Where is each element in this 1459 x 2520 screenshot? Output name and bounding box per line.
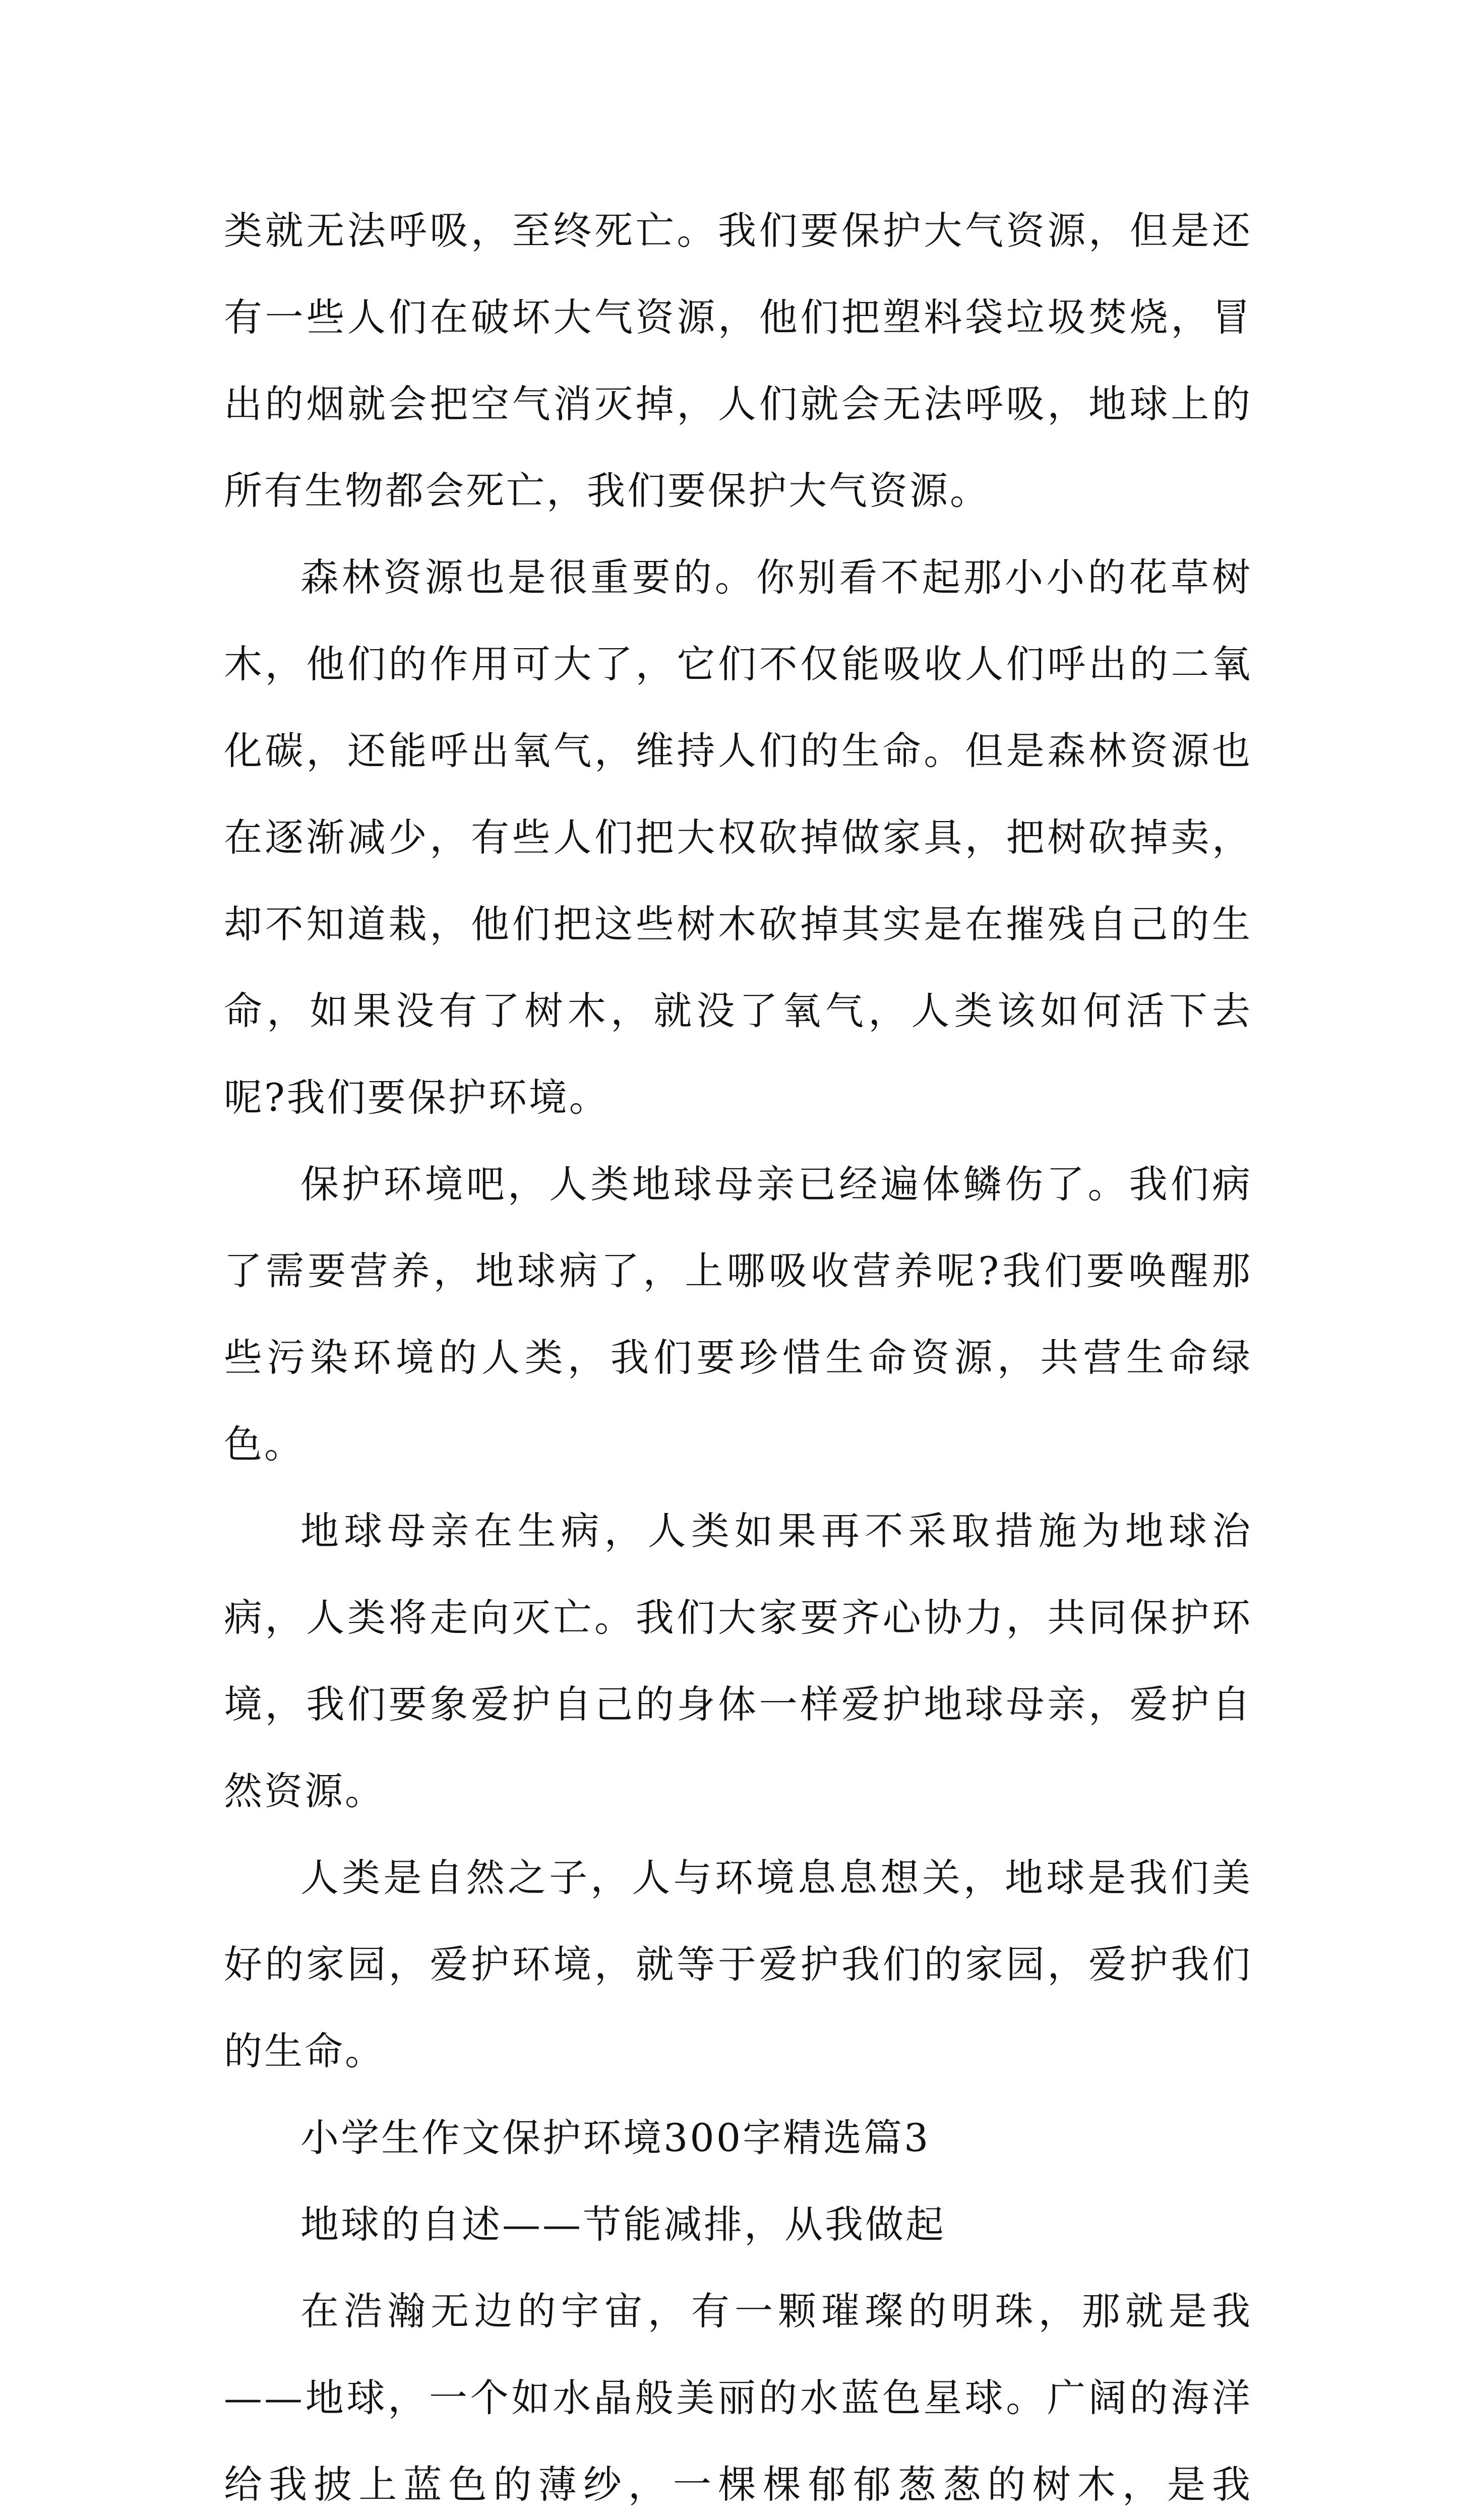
paragraph-forest: 森林资源也是很重要的。你别看不起那小小的花草树木，他们的作用可大了，它们不仅能吸收人们呼出的二氧化碳，还能呼出氧气，维持人们的生命。但是森林资源也在逐渐减少，有些人们把大权砍掉做家具，把树砍掉卖，却不知道栽，他们把这些树木砍掉其实是在摧残自己的生命，如果没有了树木，就没了氧气，人类该如何活下去呢?我们要保护环境。	[224, 555, 1252, 1120]
document-body	[224, 187, 1252, 2520]
paragraph-continued: 类就无法呼吸，至终死亡。我们要保护大气资源，但是还有一些人们在破坏大气资源，他们把塑料袋垃圾焚烧，冒出的烟就会把空气消灭掉，人们就会无法呼吸，地球上的所有生物都会死亡，我们要保护大气资源。	[224, 208, 1252, 513]
paragraph-universe: 在浩瀚无边的宇宙，有一颗璀璨的明珠，那就是我——地球，一个如水晶般美丽的水蓝色星球。广阔的海洋给我披上蓝色的薄纱，一棵棵郁郁葱葱的树木，是我	[224, 2289, 1252, 2507]
section-heading: 小学生作文保护环境300字精选篇3	[300, 2115, 931, 2160]
essay-title: 地球的自述——节能减排，从我做起	[300, 2202, 946, 2247]
paragraph-protect: 保护环境吧，人类地球母亲已经遍体鳞伤了。我们病了需要营养，地球病了，上哪吸收营养呢?我们要唤醒那些污染环境的人类，我们要珍惜生命资源，共营生命绿色。	[224, 1162, 1252, 1467]
paragraph-nature: 人类是自然之子，人与环境息息想关，地球是我们美好的家园，爱护环境，就等于爱护我们的家园，爱护我们的生命。	[224, 1855, 1252, 2073]
paragraph-earth-sick: 地球母亲在生病，人类如果再不采取措施为地球治病，人类将走向灭亡。我们大家要齐心协力，共同保护环境，我们要象爱护自己的身体一样爱护地球母亲，爱护自然资源。	[224, 1508, 1252, 1813]
